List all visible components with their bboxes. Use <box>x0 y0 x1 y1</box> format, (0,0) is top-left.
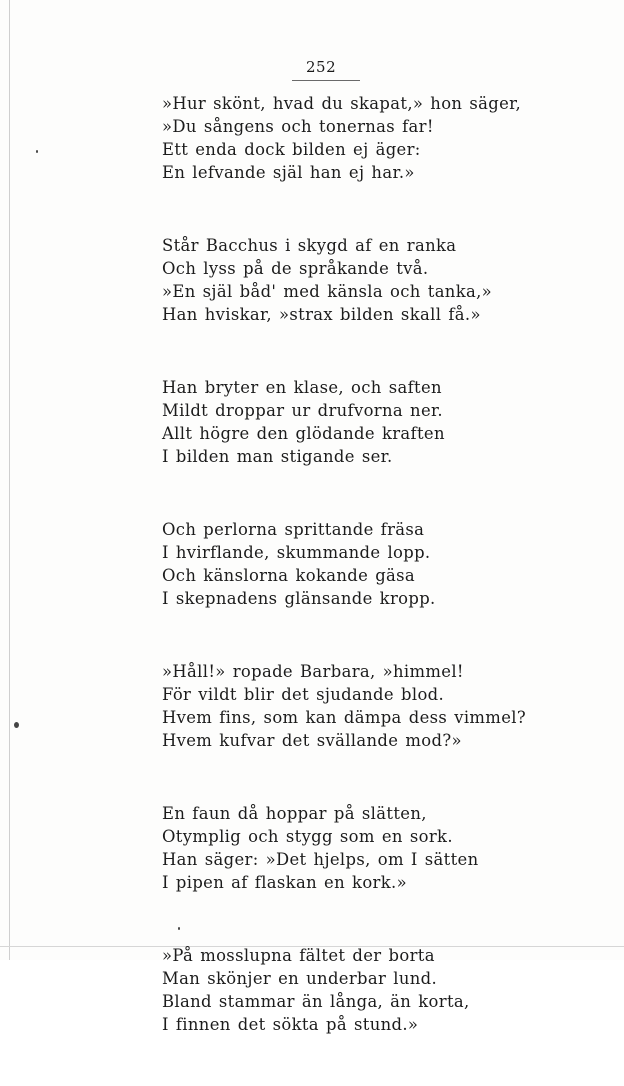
stanza <box>162 376 602 468</box>
verse-line: Mildt droppar ur drufvorna ner. <box>162 401 443 420</box>
verse-line: Bland stammar än långa, än korta, <box>162 992 470 1011</box>
stanza <box>162 944 602 1036</box>
verse-line: Och perlorna sprittande fräsa <box>162 520 425 539</box>
stanza <box>162 518 602 610</box>
verse-line: »Du sångens och tonernas far! <box>162 117 434 136</box>
poem <box>162 92 602 1086</box>
verse-line: Han bryter en klase, och saften <box>162 378 442 397</box>
verse-line: Hvem kufvar det svällande mod?» <box>162 731 462 750</box>
verse-line: »Hur skönt, hvad du skapat,» hon säger, <box>162 94 522 113</box>
stanza <box>162 660 602 752</box>
page-number: 252 <box>306 58 337 76</box>
verse-line: I bilden man stigande ser. <box>162 447 393 466</box>
ink-speck <box>14 722 19 728</box>
verse-line: I pipen af flaskan en kork.» <box>162 873 407 892</box>
verse-line: Otymplig och stygg som en sork. <box>162 827 453 846</box>
ink-speck <box>36 150 38 153</box>
ink-speck <box>178 927 180 930</box>
stanza <box>162 802 602 894</box>
verse-line: »På mosslupna fältet der borta <box>162 946 435 965</box>
verse-line: I finnen det sökta på stund.» <box>162 1015 419 1034</box>
verse-line: En lefvande själ han ej har.» <box>162 163 415 182</box>
verse-line: I hvirflande, skummande lopp. <box>162 543 431 562</box>
verse-line: Hvem fins, som kan dämpa dess vimmel? <box>162 708 526 727</box>
verse-line: »En själ båd' med känsla och tanka,» <box>162 282 493 301</box>
verse-line: Och lyss på de språkande två. <box>162 259 429 278</box>
verse-line: I skepnadens glänsande kropp. <box>162 589 436 608</box>
verse-line: En faun då hoppar på slätten, <box>162 804 427 823</box>
verse-line: Ett enda dock bilden ej äger: <box>162 140 421 159</box>
stanza <box>162 92 602 184</box>
verse-line: »Håll!» ropade Barbara, »himmel! <box>162 662 464 681</box>
verse-line: Allt högre den glödande kraften <box>162 424 445 443</box>
verse-line: För vildt blir det sjudande blod. <box>162 685 445 704</box>
page-edge-line <box>9 0 10 960</box>
verse-line: Han säger: »Det hjelps, om I sätten <box>162 850 479 869</box>
verse-line: Och känslorna kokande gäsa <box>162 566 416 585</box>
page-number-underline <box>292 80 360 81</box>
stanza <box>162 234 602 326</box>
verse-line: Står Bacchus i skygd af en ranka <box>162 236 457 255</box>
verse-line: Man skönjer en underbar lund. <box>162 969 438 988</box>
verse-line: Han hviskar, »strax bilden skall få.» <box>162 305 481 324</box>
